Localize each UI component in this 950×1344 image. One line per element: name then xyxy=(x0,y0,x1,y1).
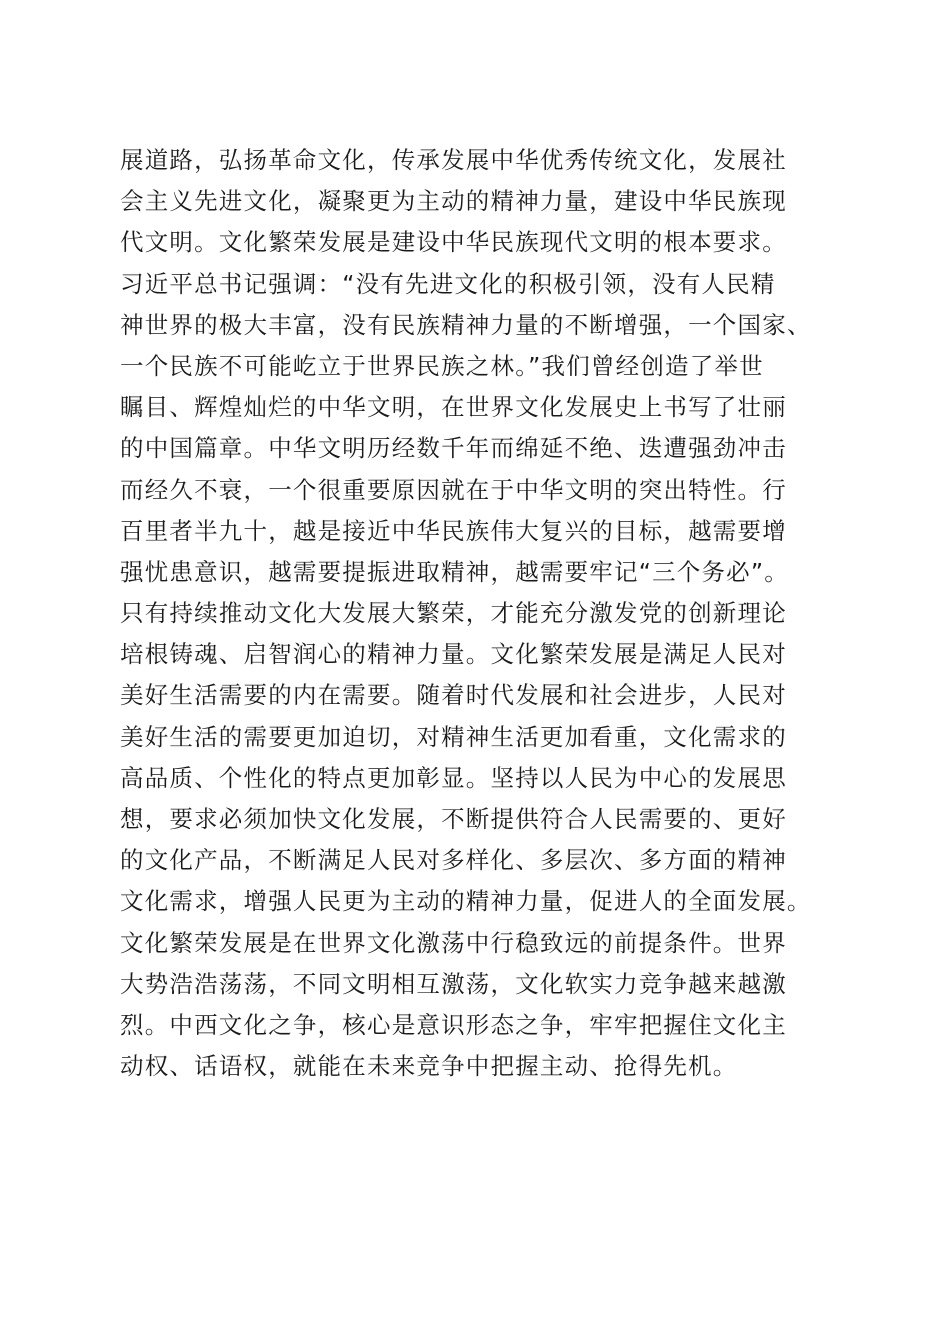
text-line-23: 动权、话语权，就能在未来竞争中把握主动、抢得先机。 xyxy=(120,1052,738,1081)
text-line-13: 培根铸魂、启智润心的精神力量。文化繁荣发展是满足人民对 xyxy=(120,640,787,669)
text-line-6: 一个民族不可能屹立于世界民族之林。”我们曾经创造了举世 xyxy=(120,351,764,380)
text-line-4: 习近平总书记强调：“没有先进文化的积极引领，没有人民精 xyxy=(120,269,776,298)
text-line-10: 百里者半九十，越是接近中华民族伟大复兴的目标，越需要增 xyxy=(120,516,787,545)
text-line-15: 美好生活的需要更加迫切，对精神生活更加看重，文化需求的 xyxy=(120,722,787,751)
text-line-2: 会主义先进文化，凝聚更为主动的精神力量，建设中华民族现 xyxy=(120,187,787,216)
text-line-20: 文化繁荣发展是在世界文化激荡中行稳致远的前提条件。世界 xyxy=(120,928,787,957)
text-line-1: 展道路，弘扬革命文化，传承发展中华优秀传统文化，发展社 xyxy=(120,146,787,174)
text-line-22: 烈。中西文化之争，核心是意识形态之争，牢牢把握住文化主 xyxy=(120,1010,787,1039)
text-line-11: 强忧患意识，越需要提振进取精神，越需要牢记“三个务必”。 xyxy=(120,557,789,586)
text-line-5: 神世界的极大丰富，没有民族精神力量的不断增强，一个国家、 xyxy=(120,310,812,339)
text-line-21: 大势浩浩荡荡，不同文明相互激荡，文化软实力竞争越来越激 xyxy=(120,969,787,998)
text-line-16: 高品质、个性化的特点更加彰显。坚持以人民为中心的发展思 xyxy=(120,763,787,792)
text-line-3: 代文明。文化繁荣发展是建设中华民族现代文明的根本要求。 xyxy=(120,228,787,257)
text-line-9: 而经久不衰，一个很重要原因就在于中华文明的突出特性。行 xyxy=(120,475,787,504)
text-line-7: 瞩目、辉煌灿烂的中华文明，在世界文化发展史上书写了壮丽 xyxy=(120,393,787,422)
text-line-17: 想，要求必须加快文化发展，不断提供符合人民需要的、更好 xyxy=(120,805,787,833)
text-line-14: 美好生活需要的内在需要。随着时代发展和社会进步，人民对 xyxy=(120,681,787,710)
text-line-19: 文化需求，增强人民更为主动的精神力量，促进人的全面发展。 xyxy=(120,887,812,916)
text-line-8: 的中国篇章。中华文明历经数千年而绵延不绝、迭遭强劲冲击 xyxy=(120,434,787,463)
text-line-18: 的文化产品，不断满足人民对多样化、多层次、多方面的精神 xyxy=(120,846,787,875)
body-paragraph xyxy=(120,140,850,1087)
text-line-12: 只有持续推动文化大发展大繁荣，才能充分激发党的创新理论 xyxy=(120,599,787,628)
